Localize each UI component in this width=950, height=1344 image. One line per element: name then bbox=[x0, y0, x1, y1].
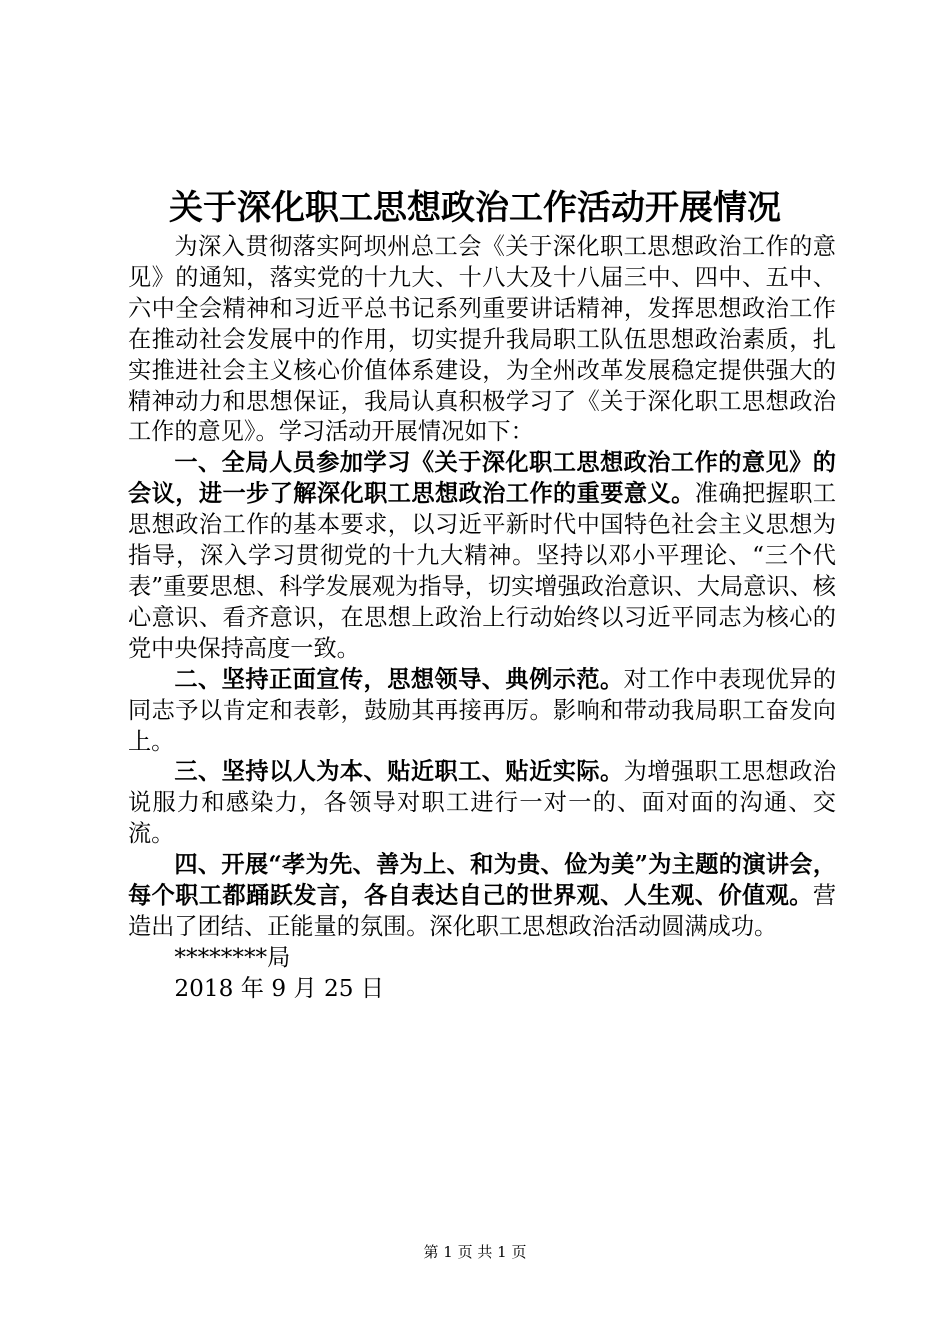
section-1-heading: 一、全局人员参加学习《关于深化职工思想政治工作的意见》的会议，进一步了解深化职工思想政治工作的重要意义。 bbox=[128, 449, 836, 508]
section-4-paragraph bbox=[128, 850, 836, 943]
section-2-paragraph bbox=[128, 665, 836, 758]
document-title: 关于深化职工思想政治工作活动开展情况 bbox=[169, 188, 781, 228]
section-1-text: 准确把握职工思想政治工作的基本要求，以习近平新时代中国特色社会主义思想为指导，深入学习贯彻党的十九大精神。坚持以邓小平理论、“三个代表”重要思想、科学发展观为指导，切实增强政治意识、大局意识、核心意识、看齐意识，在思想上政治上行动始终以习近平同志为核心的党中央保持高度一致。 bbox=[128, 480, 837, 662]
section-2-text: 对工作中表现优异的同志予以肯定和表彰，鼓励其再接再厉。影响和带动我局职工奋发向上。 bbox=[128, 665, 837, 755]
section-3-heading: 三、坚持以人为本、贴近职工、贴近实际。 bbox=[174, 758, 624, 786]
page-footer: 第 1 页 共 1 页 bbox=[423, 1243, 527, 1261]
section-1-paragraph bbox=[128, 448, 836, 664]
section-4-text: 营造出了团结、正能量的氛围。深化职工思想政治活动圆满成功。 bbox=[128, 882, 836, 940]
document-body bbox=[128, 232, 836, 1005]
date: 2018 年 9 月 25 日 bbox=[174, 974, 385, 1002]
section-3-text: 为增强职工思想政治说服力和感染力，各领导对职工进行一对一的、面对面的沟通、交流。 bbox=[128, 758, 837, 848]
section-4-heading: 四、开展“孝为先、善为上、和为贵、俭为美”为主题的演讲会，每个职工都踊跃发言，各自表达自己的世界观、人生观、价值观。 bbox=[128, 851, 836, 910]
section-2-heading: 二、坚持正面宣传，思想领导、典例示范。 bbox=[174, 665, 624, 693]
intro-paragraph: 为深入贯彻落实阿坝州总工会《关于深化职工思想政治工作的意见》的通知，落实党的十九大、十八大及十八届三中、四中、五中、六中全会精神和习近平总书记系列重要讲话精神，发挥思想政治工作在推动社会发展中的作用，切实提升我局职工队伍思想政治素质，扎实推进社会主义核心价值体系建设，为全州改革发展稳定提供强大的精神动力和思想保证，我局认真积极学习了《关于深化职工思想政治工作的意见》。学习活动开展情况如下： bbox=[128, 233, 836, 446]
signature: ********局 bbox=[174, 943, 291, 971]
section-3-paragraph bbox=[128, 757, 836, 850]
